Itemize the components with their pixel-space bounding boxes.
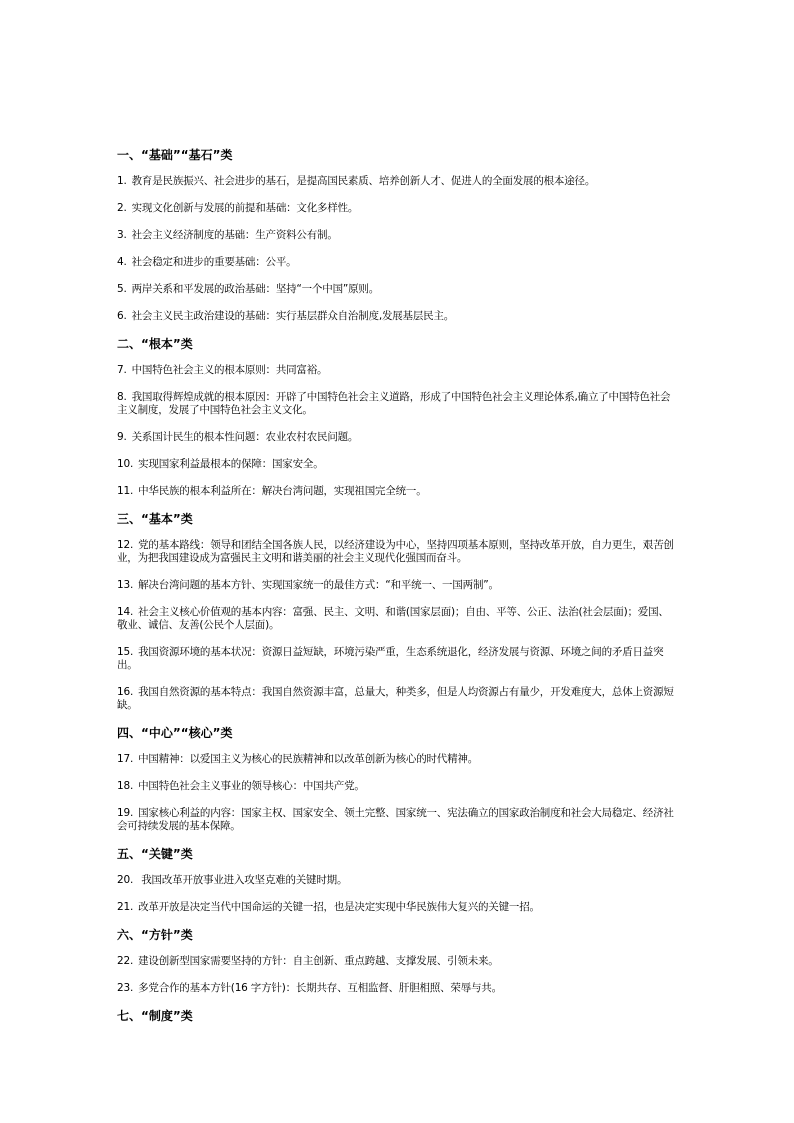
section-heading: 三、“基本”类 — [117, 512, 193, 526]
section-heading: 二、“根本”类 — [117, 337, 193, 351]
list-item — [117, 955, 677, 968]
item-number: 7. — [117, 364, 127, 376]
item-text: 社会稳定和进步的重要基础：公平。 — [131, 256, 297, 268]
item-text: 建设创新型国家需要坚持的方针：自主创新、重点跨越、支撑发展、引领未来。 — [138, 955, 499, 967]
item-number: 2. — [117, 202, 127, 214]
list-item — [117, 175, 677, 188]
item-number: 16. — [117, 686, 134, 698]
section-heading: 四、“中心”“核心”类 — [117, 726, 233, 740]
item-text: 我国改革开放事业进入攻坚克难的关键时期。 — [138, 874, 348, 886]
item-number: 14. — [117, 606, 134, 618]
list-item — [117, 606, 677, 632]
item-text: 关系国计民生的根本性问题：农业农村农民问题。 — [131, 431, 359, 443]
list-item — [117, 901, 677, 914]
list-item — [117, 807, 677, 833]
item-number: 18. — [117, 780, 134, 792]
list-item — [117, 202, 677, 215]
item-number: 10. — [117, 458, 134, 470]
item-text: 我国自然资源的基本特点：我国自然资源丰富，总量大，种类多，但是人均资源占有量少，开发难度大，总体上资源短缺。 — [117, 686, 674, 711]
item-number: 20. — [117, 874, 134, 886]
item-number: 8. — [117, 391, 127, 403]
item-text: 多党合作的基本方针(16 字方针)：长期共存、互相监督、肝胆相照、荣辱与共。 — [138, 982, 502, 994]
item-text: 中国精神：以爱国主义为核心的民族精神和以改革创新为核心的时代精神。 — [138, 753, 479, 765]
item-number: 22. — [117, 955, 134, 967]
list-item — [117, 982, 677, 995]
item-number: 21. — [117, 901, 134, 913]
list-item — [117, 391, 677, 417]
item-number: 15. — [117, 646, 134, 658]
item-number: 23. — [117, 982, 134, 994]
list-item — [117, 229, 677, 242]
section-heading: 五、“关键”类 — [117, 847, 193, 861]
item-number: 13. — [117, 579, 134, 591]
list-item — [117, 283, 677, 296]
item-text: 改革开放是决定当代中国命运的关键一招，也是决定实现中华民族伟大复兴的关键一招。 — [138, 901, 540, 913]
item-number: 1. — [117, 175, 127, 187]
item-number: 19. — [117, 807, 134, 819]
document-page — [117, 148, 677, 1036]
item-number: 4. — [117, 256, 127, 268]
item-number: 17. — [117, 753, 134, 765]
list-item — [117, 874, 677, 887]
item-text: 我国取得辉煌成就的根本原因：开辟了中国特色社会主义道路，形成了中国特色社会主义理论体系,确立了中国特色社会主义制度，发展了中国特色社会主义文化。 — [117, 391, 671, 416]
item-text: 两岸关系和平发展的政治基础：坚持“一个中国”原则。 — [131, 283, 380, 295]
item-text: 实现国家利益最根本的保障：国家安全。 — [138, 458, 324, 470]
item-text: 社会主义民主政治建设的基础：实行基层群众自治制度,发展基层民主。 — [131, 310, 455, 322]
list-item — [117, 753, 677, 766]
list-item — [117, 646, 677, 672]
list-item — [117, 431, 677, 444]
item-text: 实现文化创新与发展的前提和基础：文化多样性。 — [131, 202, 359, 214]
item-number: 3. — [117, 229, 127, 241]
list-item — [117, 686, 677, 712]
section-heading: 七、“制度”类 — [117, 1009, 193, 1023]
item-text: 教育是民族振兴、社会进步的基石，是提高国民素质、培养创新人才、促进人的全面发展的根本途径。 — [131, 175, 596, 187]
list-item — [117, 579, 677, 592]
list-item — [117, 256, 677, 269]
item-text: 中国特色社会主义的根本原则：共同富裕。 — [131, 364, 328, 376]
item-text: 国家核心利益的内容：国家主权、国家安全、领土完整、国家统一、宪法确立的国家政治制度和社会大局稳定、经济社会可持续发展的基本保障。 — [117, 807, 674, 832]
section-heading: 六、“方针”类 — [117, 928, 193, 942]
item-text: 解决台湾问题的基本方针、实现国家统一的最佳方式：“和平统一、一国两制”。 — [138, 579, 499, 591]
item-text: 社会主义经济制度的基础：生产资料公有制。 — [131, 229, 338, 241]
item-number: 12. — [117, 539, 134, 551]
list-item — [117, 310, 677, 323]
item-text: 中国特色社会主义事业的领导核心：中国共产党。 — [138, 780, 365, 792]
list-item — [117, 458, 677, 471]
item-text: 党的基本路线：领导和团结全国各族人民，以经济建设为中心，坚持四项基本原则，坚持改革开放，自力更生，艰苦创业，为把我国建设成为富强民主文明和谐美丽的社会主义现代化强国而奋斗。 — [117, 539, 674, 564]
item-number: 9. — [117, 431, 127, 443]
item-text: 中华民族的根本利益所在：解决台湾问题，实现祖国完全统一。 — [138, 485, 427, 497]
list-item — [117, 364, 677, 377]
item-number: 5. — [117, 283, 127, 295]
section-heading: 一、“基础”“基石”类 — [117, 148, 233, 162]
list-item — [117, 539, 677, 565]
list-item — [117, 780, 677, 793]
item-text: 我国资源环境的基本状况：资源日益短缺，环境污染严重，生态系统退化，经济发展与资源、环境之间的矛盾日益突出。 — [117, 646, 664, 671]
list-item — [117, 485, 677, 498]
item-number: 6. — [117, 310, 127, 322]
item-text: 社会主义核心价值观的基本内容：富强、民主、文明、和谐(国家层面)；自由、平等、公正、法治(社会层面)；爱国、敬业、诚信、友善(公民个人层面)。 — [117, 606, 669, 631]
item-number: 11. — [117, 485, 134, 497]
